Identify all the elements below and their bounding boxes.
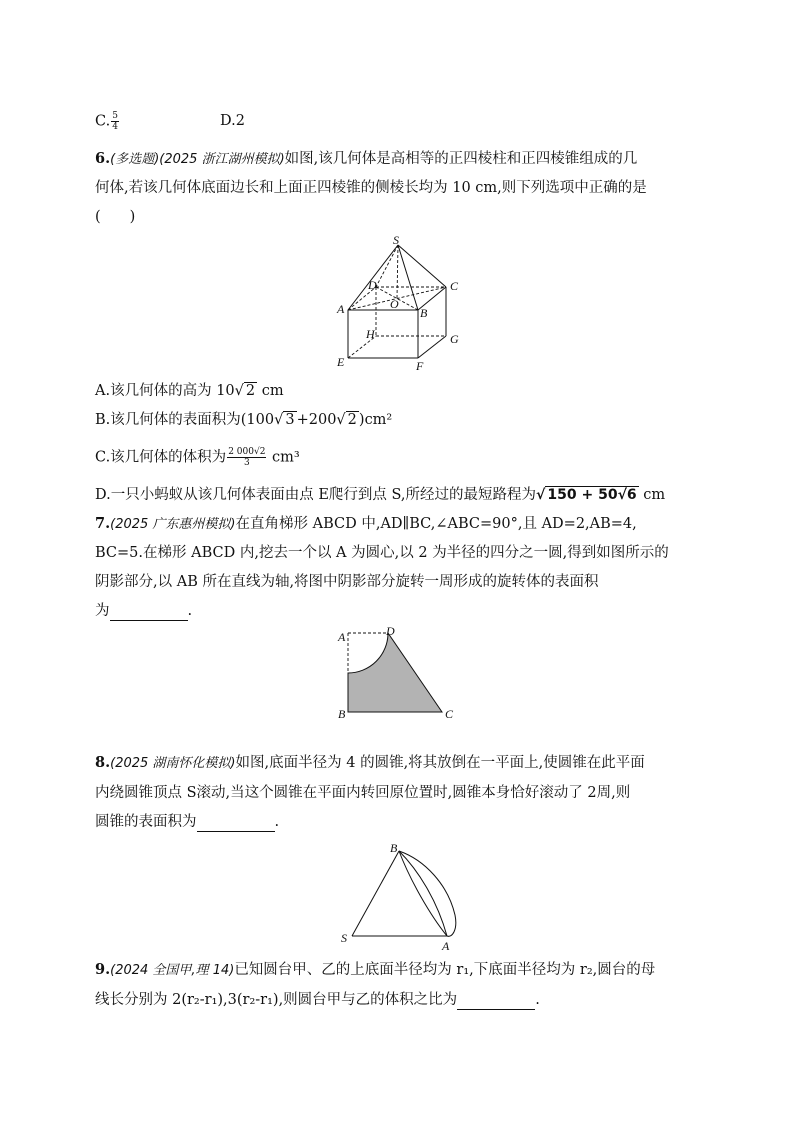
q7-number: 7. [95, 515, 111, 532]
q6-source: (2025 浙江湖州模拟) [159, 152, 285, 167]
q7-label-c: C [445, 707, 454, 721]
q8-label-a: A [442, 939, 450, 953]
q7-line3: 阴影部分,以 AB 所在直线为轴,将图中阴影部分旋转一周形成的旋转体的表面积 [95, 574, 599, 590]
q5-options-row [95, 111, 245, 132]
q6-label-g: G [450, 332, 459, 346]
q7-label-b: B [338, 707, 346, 721]
q9-line1: 9.(2024 全国甲,理 14)已知圆台甲、乙的上底面半径均为 r₁,下底面半径均为 r₂,圆台的母 [95, 961, 656, 978]
q6-label-b: B [420, 306, 428, 320]
q7-line4: 为 . [95, 603, 193, 619]
q8-number: 8. [95, 754, 111, 771]
q6-label-o: O [390, 297, 399, 311]
q8-line3: 圆锥的表面积为 . [95, 814, 280, 830]
q7-line1: 7.(2025 广东惠州模拟)在直角梯形 ABCD 中,AD∥BC,∠ABC=90°,且 AD=2,AB=4, [95, 515, 637, 532]
q6-option-c: C.该几何体的体积为 $\frac{2 000√2}{3}$ cm³ [95, 447, 300, 468]
q6-label-s: S [393, 233, 399, 247]
q8-figure-cone [340, 835, 470, 955]
q8-line2: 内绕圆锥顶点 S滚动,当这个圆锥在平面内转回原位置时,圆锥本身恰好滚动了 2周,则 [95, 785, 631, 801]
q7-label-d: D [386, 625, 395, 638]
q8-line1: 8.(2025 湖南怀化模拟)如图,底面半径为 4 的圆锥,将其放倒在一平面上,使圆锥在此平面 [95, 754, 645, 771]
q5-option-c-label: C. [95, 113, 111, 130]
q6-option-b: B.该几何体的表面积为(100√ 3 +200√ 2 )cm² [95, 412, 393, 428]
q6-tag: (多选题) [110, 152, 160, 167]
q6-option-c-fraction: $\frac{2 000√2}{3}$ [228, 447, 266, 468]
q9-answer-blank[interactable] [457, 995, 535, 1010]
q5-option-d: D.2 [220, 113, 245, 129]
q5-option-c-fraction: $\frac{5}{4}$ [112, 111, 118, 132]
q6-label-h: H [366, 327, 375, 341]
q8-source: (2025 湖南怀化模拟) [110, 756, 236, 771]
q6-label-f: F [416, 359, 424, 372]
q7-answer-blank[interactable] [110, 606, 188, 621]
q7-shaded-region [348, 633, 442, 712]
q6-number: 6. [95, 150, 111, 167]
q6-label-e: E [337, 355, 345, 369]
q6-stem-line1 [95, 149, 637, 170]
q6-option-d: D.一只小蚂蚁从该几何体表面由点 E爬行到点 S,所经过的最短路程为√ 150 + 50√6 cm [95, 487, 666, 503]
q8-label-b: B [390, 841, 398, 855]
q7-figure-trapezoid [330, 625, 460, 725]
q6-option-a: A.该几何体的高为 10√ 2 cm [95, 383, 284, 399]
q8-answer-blank[interactable] [197, 817, 275, 832]
q7-source: (2025 广东惠州模拟) [110, 517, 236, 532]
q6-stem-text1: 如图,该几何体是高相等的正四棱柱和正四棱锥组成的几 [284, 151, 638, 167]
q6-label-d: D [368, 278, 377, 292]
q6-stem-line2: 何体,若该几何体底面边长和上面正四棱锥的侧棱长均为 10 cm,则下列选项中正确的是 [95, 180, 647, 196]
q9-number: 9. [95, 961, 111, 978]
q7-line2: BC=5.在梯形 ABCD 内,挖去一个以 A 为圆心,以 2 为半径的四分之一圆,得到如图所示的 [95, 545, 669, 561]
q6-label-c: C [450, 279, 459, 293]
q8-label-s: S [341, 931, 347, 945]
q6-label-a: A [337, 302, 345, 316]
q6-answer-paren: ( ) [95, 209, 136, 225]
q9-source: (2024 全国甲,理 14) [110, 963, 235, 978]
q9-line2: 线长分别为 2(r₂-r₁),3(r₂-r₁),则圆台甲与乙的体积之比为 . [95, 992, 540, 1008]
q7-label-a: A [338, 630, 346, 644]
q6-figure-prism-pyramid [335, 232, 465, 372]
